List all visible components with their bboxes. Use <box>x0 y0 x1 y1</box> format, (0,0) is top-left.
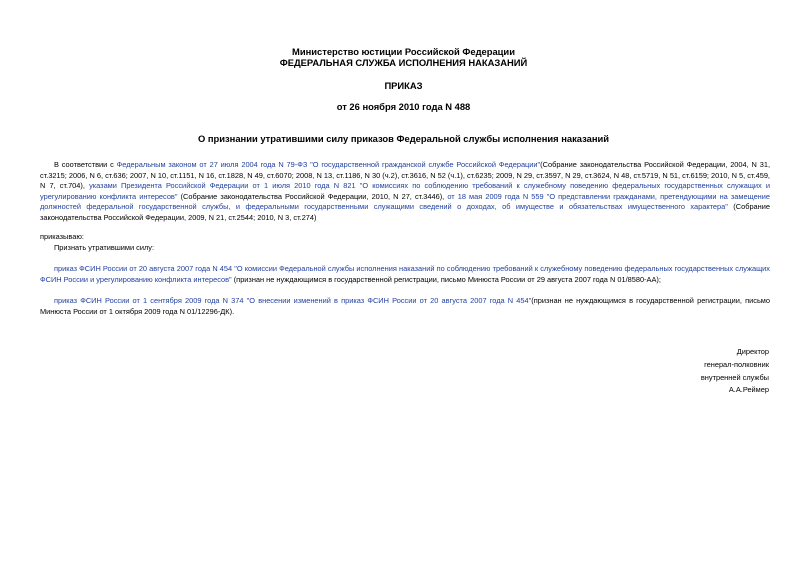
presidential-decree-link[interactable]: указами Президента Российской Федерации от 1 июля 2010 года N 821 "О комиссиях по соблюдению требований к служебному поведению федеральных государственных служащих и урегулированию конфликта интересов" <box>40 181 770 201</box>
preamble-paragraph <box>40 160 770 224</box>
order-454-link[interactable]: приказ ФСИН России от 20 августа 2007 года N 454 "О комиссии Федеральной службы исполнения наказаний по соблюдению требований к служебному поведению федеральных государственных служащих ФСИН России и урегулированию конфликта интересов" <box>40 264 770 284</box>
order-word: приказываю: <box>40 232 84 241</box>
decree-559-link[interactable]: от 18 мая 2009 года N 559 "О представлении гражданами, претендующими на замещение должностей федеральной государственной службы, и федеральными государственными служащими сведений о доходах, об имуществе и обязательствах имущественного характера" <box>40 191 771 212</box>
revoked-order-item-1 <box>40 264 770 285</box>
service-name: ФЕДЕРАЛЬНАЯ СЛУЖБА ИСПОЛНЕНИЯ НАКАЗАНИЙ <box>279 57 528 68</box>
document-date: от 26 ноября 2010 года N 488 <box>336 101 471 112</box>
order-374-note: (признан не нуждающимся в государственной регистрации, письмо Минюста России от 1 октября 2009 года N 01/12296-ДК). <box>40 296 771 316</box>
document-title: О признании утратившими силу приказов Федеральной службы исполнения наказаний <box>197 133 610 144</box>
revoked-order-item-2 <box>40 296 770 317</box>
signature-rank-2: внутренней службы <box>700 372 769 382</box>
signature-position: Директор <box>736 347 769 356</box>
order-454-note: (признан не нуждающимся в государственной регистрации, письмо Минюста России от 29 августа 2007 года N 01/8580-АА); <box>231 274 661 284</box>
document-type: ПРИКАЗ <box>384 80 423 91</box>
signature-rank-1: генерал-полковник <box>704 359 769 369</box>
preamble-text-1: В соответствии с <box>54 160 117 169</box>
order-374-link[interactable]: приказ ФСИН России от 1 сентября 2009 года N 374 "О внесении изменений в приказ ФСИН России от 20 августа 2007 года N 454" <box>54 296 532 305</box>
preamble-text-4: (Собрание законодательства Российской Федерации, 2009, N 21, ст.2544; 2010, N 3, ст.274) <box>40 202 770 222</box>
federal-law-link[interactable]: Федеральным законом от 27 июля 2004 года N 79-ФЗ "О государственной гражданской службе Российской Федерации" <box>116 160 541 169</box>
recognize-text: Признать утратившими силу: <box>54 243 155 252</box>
preamble-text-2: (Собрание законодательства Российской Федерации, 2004, N 31, ст.3215; 2006, N 6, ст.636; 2007, N 10, ст.1151, N 16, ст.1828, N 49, ст.6070; 2008, N 13, ст.1186, N 30 (ч.2), ст.3616, N 52 (ч.1), ст.6235; 2009, N 29, ст.3597, N 29, ст.3624, N 48, ст.5719, N 51, ст.6159; 2010, N 5, ст.459, N 7, ст.704), <box>40 160 770 191</box>
preamble-text-3: (Собрание законодательства Российской Федерации, 2010, N 27, ст.3446), <box>177 191 448 201</box>
signature-name: А.А.Реймер <box>728 385 769 395</box>
signature-block <box>649 346 769 397</box>
ministry-name: Министерство юстиции Российской Федерации <box>292 46 515 57</box>
